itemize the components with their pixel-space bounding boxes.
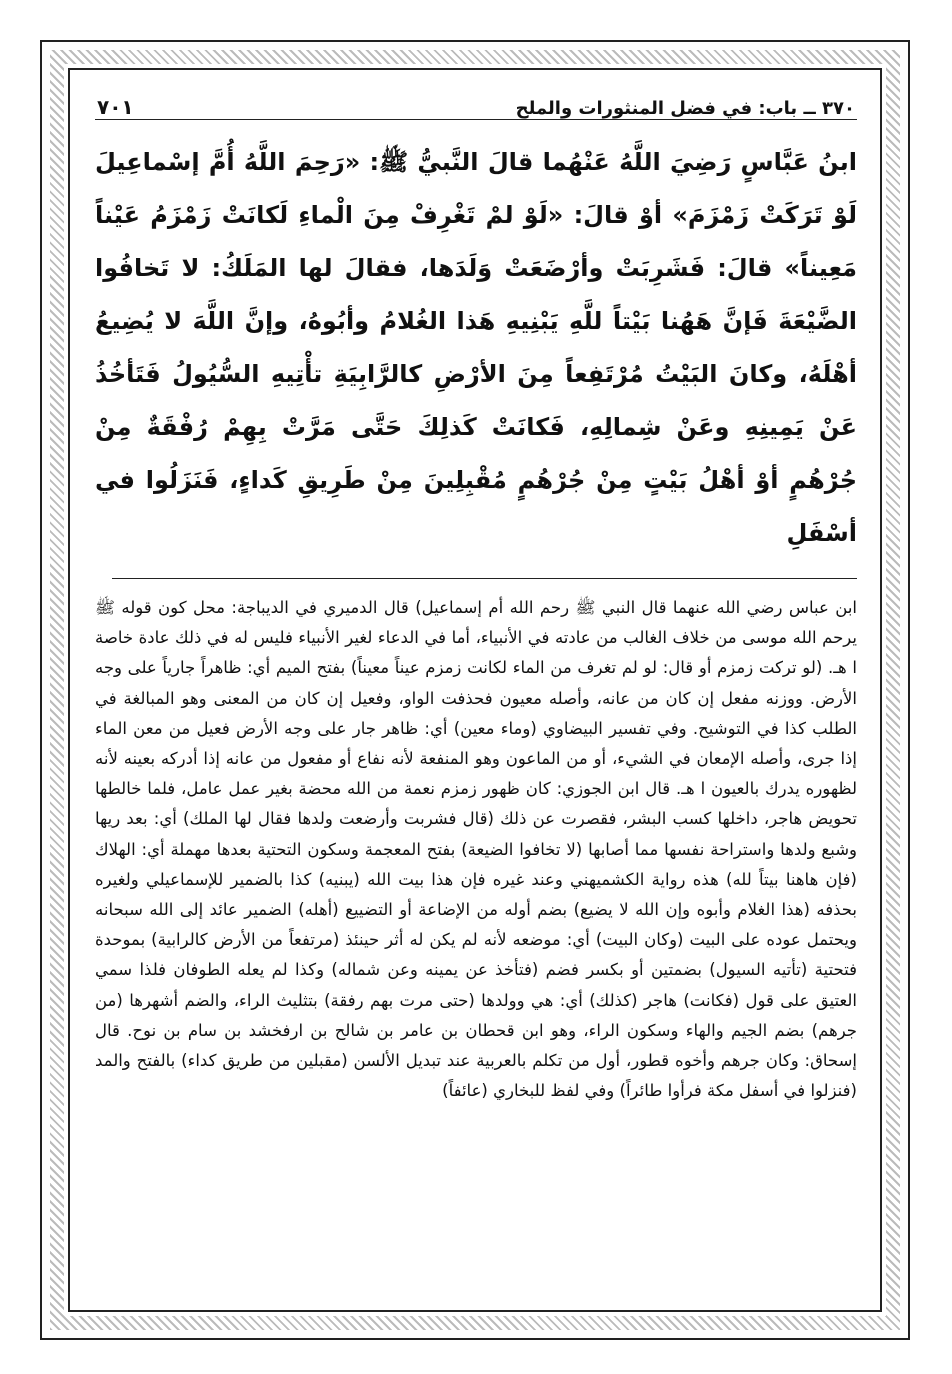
commentary-text [95,593,857,1106]
running-header [95,85,857,120]
page-number: ٧٠١ [97,95,134,119]
hadith-text [95,136,857,560]
separator-rule [112,578,857,579]
hadith-paragraph: ابنُ عَبَّاسٍ رَضِيَ اللَّهُ عَنْهُما قالَ النَّبيُّ ﷺ: «رَحِمَ اللَّهُ أُمَّ إسْماعِيلَ لَوْ تَرَكَتْ زَمْزَمَ» أوْ قالَ: «لَوْ لمْ تَغْرِفْ مِنَ الْماءِ لَكانَتْ زَمْزَمُ عَيْناً مَعِيناً» قالَ: فَشَرِبَتْ وأرْضَعَتْ وَلَدَها، فقالَ لها المَلَكُ: لا تَخافُوا الضَّيْعَةَ فَإنَّ هَهُنا بَيْتاً للَّهِ يَبْنِيهِ هَذا الغُلامُ وأبُوهُ، وإنَّ اللَّهَ لا يُضِيعُ أهْلَهُ، وكانَ البَيْتُ مُرْتَفِعاً مِنَ الأرْضِ كالرَّابِيَةِ تأْتِيهِ السُّيُولُ فَتَأخُذُ عَنْ يَمِينِهِ وعَنْ شِمالِهِ، فَكانَتْ كَذلِكَ حَتَّى مَرَّتْ بِهِمْ رُفْقَةٌ مِنْ جُرْهُمٍ أوْ أهْلُ بَيْتٍ مِنْ جُرْهُمٍ مُقْبِلِينَ مِنْ طَرِيقِ كَداءٍ، فَنَزَلُوا في أسْفَلِ [95,148,857,547]
commentary-paragraph: ابن عباس رضي الله عنهما قال النبي ﷺ رحم الله أم إسماعيل) قال الدميري في الديباجة: محل كون قوله ﷺ يرحم الله موسى من خلاف الغالب من عادته في الأنبياء، أما في الدعاء لغير الأنبياء فليس له في ذلك عادة خاصة ا هـ. (لو تركت زمزم أو قال: لو لم تغرف من الماء لكانت زمزم عيناً معيناً) بفتح الميم أي: ظاهراً جارياً على وجه الأرض. ووزنه مفعل إن كان من عانه، وأصله معيون فحذفت الواو، وفعيل إن كان من المعنى وهو المبالغة في الطلب كذا في التوشيح. وفي تفسير البيضاوي (وماء معين) أي: ظاهر جار على وجه الأرض فعيل من معن الماء إذا جرى، وأصله الإمعان في الشيء، أو من الماعون وهو المنفعة لأنه نفاع أو مفعول من عانه إذا أدركه بعينه لأنه لظهوره يدرك بالعيون ا هـ. قال ابن الجوزي: كان ظهور زمزم نعمة من الله محضة بغير عمل عامل، فلما خالطها تحويض هاجر، داخلها كسب البشر، فقصرت عن ذلك (قال فشربت وأرضعت ولدها فقال لها الملك) أي: بعد ريها وشبع ولدها واستراحة نفسها مما أصابها (لا تخافوا الضيعة) بفتح المعجمة وسكون التحتية بعدها مهملة أي: الهلاك (فإن هاهنا بيتاً لله) هذه رواية الكشميهني وعند غيره فإن هذا بيت الله (يبنيه) كذا بالضمير للإسماعيلي ولغيره بحذفه (هذا الغلام وأبوه وإن الله لا يضيع) بضم أوله من الإضاعة أو التضييع (أهله) الضمير عائد إلى الله سبحانه ويحتمل عوده على البيت (وكان البيت) أي: موضعه لأنه لم يكن له أثر حينئذ (مرتفعاً من الأرض كالرابية) بموحدة فتحتية (تأتيه السيول) بضمتين أو بكسر فضم (فتأخذ عن يمينه وعن شماله) وكذا لم يعله الطوفان فلذا سمي العتيق على قول (فكانت) هاجر (كذلك) أي: هي وولدها (حتى مرت بهم رفقة) بتثليث الراء، والضم أشهرها (من جرهم) بضم الجيم والهاء وسكون الراء، وهو ابن قحطان بن عامر بن شالح بن ارفخشد بن سام بن نوح. قال إسحاق: وكان جرهم وأخوه قطور، أول من تكلم بالعربية عند تبديل الألسن (مقبلين من طريق كداء) بالفتح والمد (فنزلوا في أسفل مكة فرأوا طائراً) وفي لفظ للبخاري (عائفاً) [95,598,857,1101]
book-page [95,85,857,1285]
chapter-title: ٣٧٠ ــ باب: في فضل المنثورات والملح [515,98,855,119]
